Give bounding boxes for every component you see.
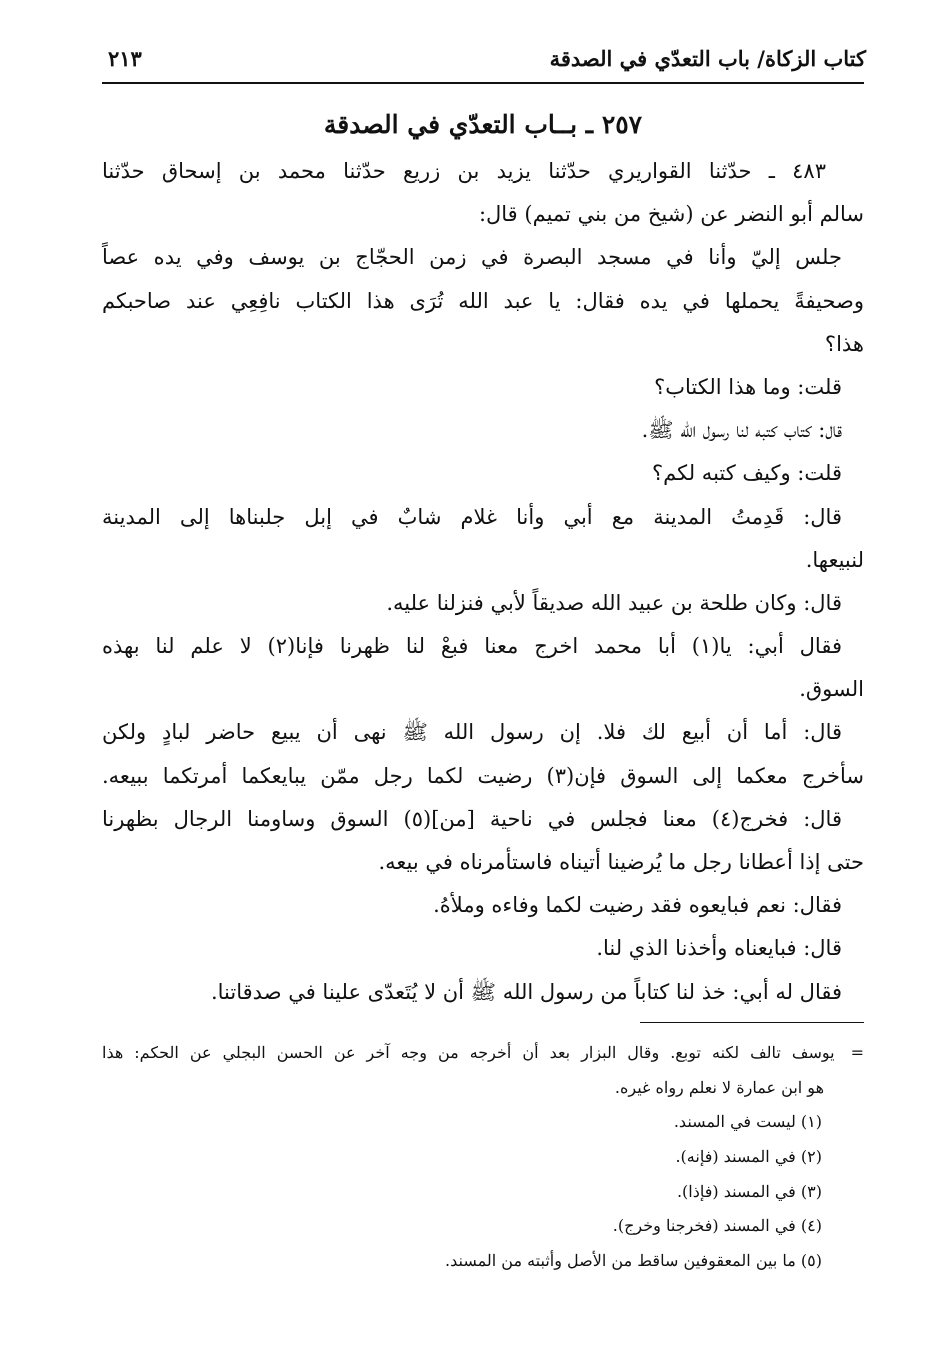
text-line: قال: فبايعناه وأخذنا الذي لنا. [596, 936, 842, 961]
page-number: ٢١٣ [108, 46, 142, 71]
text-line: فقال: نعم فبايعوه فقد رضيت لكما وفاءه وملأهُ. [433, 893, 842, 918]
text-line: ٤٨٣ ـ حدّثنا القواريري حدّثنا يزيد بن زريع حدّثنا محمد بن إسحاق حدّثنا [102, 159, 826, 183]
text-line: قال: كتاب كتبه لنا رسول الله ﷺ. [641, 418, 842, 443]
text-line: السوق. [799, 677, 864, 702]
hadith-text [102, 150, 864, 1014]
footnote-5: (٥) ما بين المعقوفين ساقط من الأصل وأثبته من المسند. [445, 1251, 822, 1271]
footnote-continuation [102, 1036, 864, 1071]
text-line: سأخرج معكما إلى السوق فإن(٣) رضيت لكما رجل ممّن يبايعكما أمرتكما ببيعه. [102, 763, 864, 788]
text-line: قال: قَدِمتُ المدينة مع أبي وأنا غلام شابٌ في إبل جلبناها إلى المدينة [102, 504, 842, 529]
header-divider [102, 82, 864, 84]
text-line: جلس إليّ وأنا في مسجد البصرة في زمن الحجّاج بن يوسف وفي يده عصاً [102, 245, 842, 270]
text-line: هذا؟ [824, 331, 864, 356]
text-line: سالم أبو النضر عن (شيخ من بني تميم) قال: [478, 202, 864, 227]
text-line: لنبيعها. [805, 547, 864, 572]
running-header [108, 42, 866, 78]
text-line: قال: أما أن أبيع لك فلا. إن رسول الله ﷺ نهى أن يبيع حاضر لبادٍ ولكن [102, 720, 842, 745]
continuation-marker: = [850, 1043, 864, 1062]
text-line: حتى إذا أعطانا رجل ما يُرضينا أتيناه فاستأمرناه في بيعه. [378, 850, 864, 874]
text-line: قلت: وما هذا الكتاب؟ [654, 374, 842, 399]
footnote-1: (١) ليست في المسند. [673, 1112, 822, 1132]
chapter-heading: ٢٥٧ ـ بــاب التعدّي في الصدقة [323, 110, 643, 139]
footnotes [102, 1036, 864, 1279]
footnote-4: (٤) في المسند (فخرجنا وخرج). [612, 1216, 822, 1236]
footnote-3: (٣) في المسند (فإذا). [676, 1181, 822, 1201]
text-line: وصحيفةً يحملها في يده فقال: يا عبد الله تُرَى هذا الكتاب نافِعِي عند صاحبكم [102, 288, 864, 313]
text-line: فقال أبي: يا(١) أبا محمد اخرج معنا فبعْ لنا ظهرنا فإنا(٢) لا علم لنا بهذه [102, 634, 842, 659]
text-line: فقال له أبي: خذ لنا كتاباً من رسول الله ﷺ أن لا يُتَعدّى علينا في صدقاتنا. [210, 979, 842, 1004]
footnote-continuation-line: هو ابن عمارة لا نعلم رواه غيره. [614, 1077, 824, 1097]
text-line: قال: فخرج(٤) معنا فجلس في ناحية [من](٥) السوق وساومنا الرجال بظهرنا [102, 806, 842, 831]
text-line: قلت: وكيف كتبه لكم؟ [652, 461, 842, 486]
footnote-text: يوسف تالف لكنه توبع. وقال البزار بعد أن أخرجه من وجه آخر عن الحسن البجلي عن الحكم: هذا [102, 1043, 835, 1062]
text-line: قال: وكان طلحة بن عبيد الله صديقاً لأبي فنزلنا عليه. [386, 590, 842, 615]
header-title: كتاب الزكاة/ باب التعدّي في الصدقة [549, 46, 866, 71]
footnote-divider [640, 1022, 864, 1023]
footnote-2: (٢) في المسند (فإنه). [675, 1147, 822, 1167]
